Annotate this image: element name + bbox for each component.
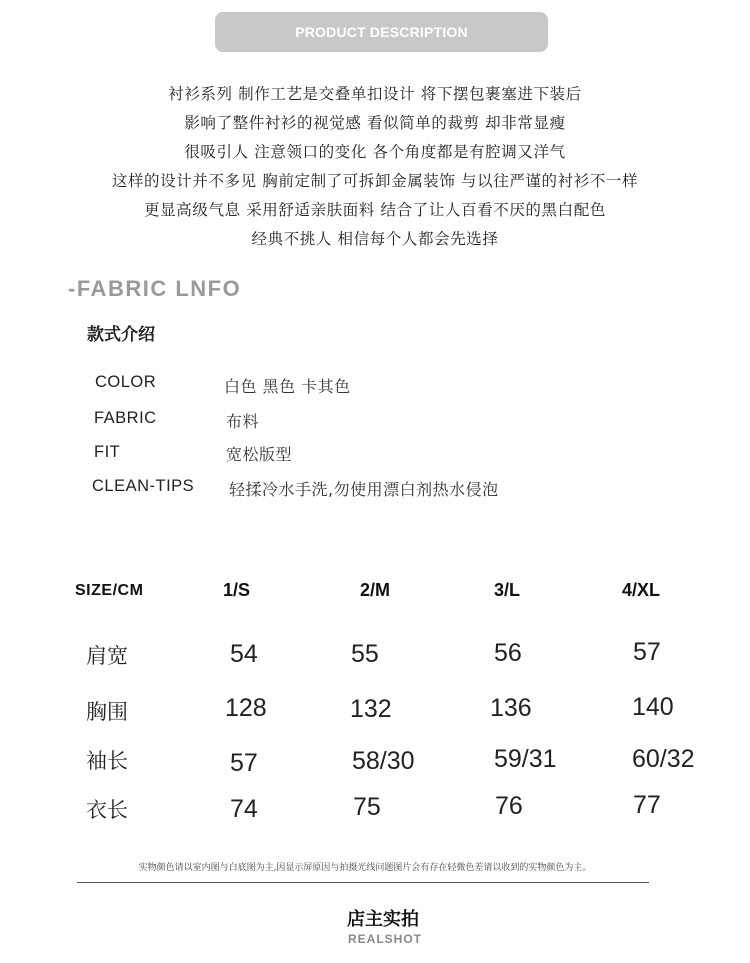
description-line: 这样的设计并不多见 胸前定制了可拆卸金属装饰 与以往严谨的衬衫不一样: [111, 172, 639, 190]
realshot-heading: 店主实拍: [347, 909, 419, 930]
fabric-info-heading: -FABRIC LNFO: [68, 276, 242, 301]
cell-shoulder-l: 56: [494, 639, 522, 667]
cell-length-xl: 77: [633, 791, 661, 819]
divider: [77, 882, 649, 883]
row-label-shoulder: 肩宽: [86, 644, 128, 668]
cell-chest-xl: 140: [632, 693, 674, 721]
size-header-m: 2/M: [360, 580, 391, 600]
cell-shoulder-s: 54: [230, 640, 258, 668]
row-label-length: 衣长: [86, 798, 128, 822]
cell-chest-s: 128: [225, 694, 267, 722]
row-label-chest: 胸围: [86, 700, 128, 724]
cell-shoulder-xl: 57: [633, 638, 661, 666]
size-header-l: 3/L: [494, 580, 521, 600]
description-line: 更显高级气息 采用舒适亲肤面料 结合了让人百看不厌的黑白配色: [144, 201, 606, 219]
cell-length-s: 74: [230, 795, 258, 823]
cell-sleeve-xl: 60/32: [632, 745, 695, 773]
cell-length-l: 76: [495, 792, 523, 820]
cell-shoulder-m: 55: [351, 640, 379, 668]
size-header-xl: 4/XL: [622, 580, 661, 600]
banner-label: PRODUCT DESCRIPTION: [295, 24, 468, 40]
style-intro-heading: 款式介绍: [87, 325, 155, 345]
realshot-subheading: REALSHOT: [348, 932, 422, 946]
cell-length-m: 75: [353, 793, 381, 821]
cell-chest-m: 132: [350, 695, 392, 723]
description-line: 影响了整件衬衫的视觉感 看似简单的裁剪 却非常显瘦: [184, 114, 566, 132]
cell-chest-l: 136: [490, 694, 532, 722]
spec-value-fit: 宽松版型: [226, 445, 293, 464]
color-disclaimer: 实物颜色请以室内图与白底图为主,因显示屏原因与拍摄光线问题图片会有存在轻微色差请以收到的实物颜色为主。: [138, 863, 592, 873]
size-header-s: 1/S: [223, 580, 251, 600]
spec-value-clean-tips: 轻揉冷水手洗,勿使用漂白剂热水侵泡: [229, 480, 499, 499]
spec-key-fit: FIT: [94, 443, 121, 461]
description-line: 经典不挑人 相信每个人都会先选择: [251, 230, 499, 248]
spec-key-fabric: FABRIC: [94, 409, 157, 427]
spec-key-color: COLOR: [95, 373, 157, 391]
spec-value-fabric: 布料: [226, 412, 260, 431]
product-description-text: [0, 80, 750, 254]
description-line: 很吸引人 注意领口的变化 各个角度都是有腔调又洋气: [184, 143, 566, 161]
cell-sleeve-m: 58/30: [352, 747, 415, 775]
size-table-header: SIZE/CM: [75, 582, 144, 599]
cell-sleeve-s: 57: [230, 749, 258, 777]
cell-sleeve-l: 59/31: [494, 745, 557, 773]
spec-value-color: 白色 黑色 卡其色: [224, 377, 351, 396]
product-description-banner: [215, 12, 548, 52]
description-line: 衬衫系列 制作工艺是交叠单扣设计 将下摆包裹塞进下装后: [168, 85, 582, 103]
row-label-sleeve: 袖长: [86, 749, 128, 773]
spec-key-clean-tips: CLEAN-TIPS: [92, 477, 195, 495]
